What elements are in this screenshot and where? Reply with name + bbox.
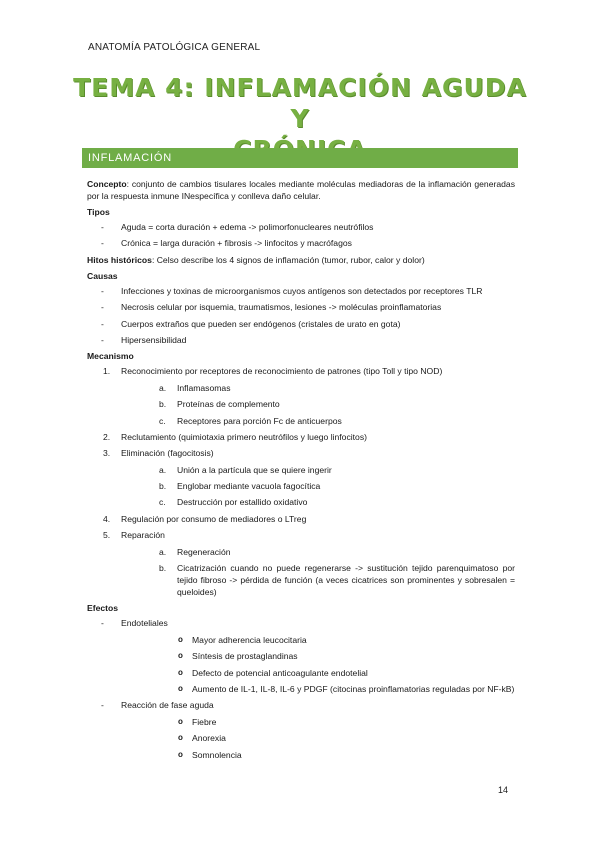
step-text: Regulación por consumo de mediadores o LTreg	[121, 513, 307, 524]
sub-item-text: Regeneración	[177, 546, 231, 557]
mecanismo-step	[87, 529, 515, 598]
bullet-text: Fiebre	[192, 716, 217, 727]
step-number: 3.	[103, 448, 111, 459]
list-item-text: Necrosis celular por isquemia, traumatismos, lesiones -> moléculas proinflamatorias	[121, 302, 442, 313]
bullet-text: Anorexia	[192, 733, 226, 744]
sub-item-text: Englobar mediante vacuola fagocítica	[177, 481, 321, 492]
bullet-list	[121, 716, 515, 761]
list-item	[87, 237, 515, 249]
list-item-text: Cuerpos extraños que pueden ser endógenos (cristales de urato en gota)	[121, 318, 401, 329]
bullet-item	[121, 732, 515, 744]
bullet-item	[121, 749, 515, 761]
sub-marker: b.	[159, 399, 167, 410]
sub-item-text: Receptores para porción Fc de anticuerpos	[177, 415, 342, 426]
sub-marker: a.	[159, 382, 167, 393]
bullet-text: Defecto de potencial anticoagulante endotelial	[192, 667, 368, 678]
mecanismo-step	[87, 365, 515, 426]
sub-item	[121, 464, 515, 476]
page-number: 14	[498, 785, 509, 795]
step-text: Reparación	[121, 530, 165, 541]
step-text: Reconocimiento por receptores de reconocimiento de patrones (tipo Toll y tipo NOD)	[121, 366, 443, 377]
step-number: 5.	[103, 530, 111, 541]
step-number: 2.	[103, 431, 111, 442]
sub-item	[121, 562, 515, 598]
dash-marker: -	[101, 222, 104, 232]
bullet-marker: o	[178, 667, 183, 677]
dash-marker: -	[101, 302, 104, 313]
bullet-text: Somnolencia	[192, 749, 242, 760]
sub-item	[121, 480, 515, 492]
list-item-text: Hipersensibilidad	[121, 334, 187, 345]
sub-marker: b.	[159, 481, 167, 492]
sub-marker: c.	[159, 415, 166, 426]
efectos-group	[87, 699, 515, 760]
efectos-list	[87, 617, 515, 760]
sub-item-text: Unión a la partícula que se quiere ingerir	[177, 464, 332, 475]
list-item-text: Crónica = larga duración + fibrosis -> linfocitos y macrófagos	[121, 238, 352, 249]
concepto-paragraph	[87, 178, 515, 202]
dash-marker: -	[101, 334, 104, 345]
sub-list	[121, 382, 515, 427]
step-number: 4.	[103, 513, 111, 524]
tipos-list	[87, 221, 515, 249]
sub-item-text: Destrucción por estallido oxidativo	[177, 497, 308, 508]
mecanismo-list	[87, 365, 515, 598]
dash-marker: -	[101, 285, 104, 296]
list-item-text: Aguda = corta duración + edema -> polimorfonucleares neutrófilos	[121, 222, 374, 232]
sub-item-text: Proteínas de complemento	[177, 399, 280, 410]
step-text: Eliminación (fagocitosis)	[121, 448, 214, 459]
sub-item	[121, 546, 515, 558]
tipos-heading: Tipos	[87, 207, 110, 217]
bullet-marker: o	[178, 733, 183, 743]
mecanismo-heading: Mecanismo	[87, 351, 134, 362]
list-item	[87, 318, 515, 330]
bullet-item	[121, 667, 515, 679]
list-item	[87, 301, 515, 313]
bullet-list	[121, 634, 515, 695]
list-item	[87, 334, 515, 346]
mecanismo-step	[87, 447, 515, 508]
bullet-marker: o	[178, 651, 183, 661]
hitos-paragraph	[87, 254, 515, 266]
efectos-heading: Efectos	[87, 603, 119, 614]
sub-item	[121, 415, 515, 427]
bullet-marker: o	[178, 716, 183, 726]
bullet-text: Síntesis de prostaglandinas	[192, 651, 298, 662]
dash-marker: -	[101, 618, 104, 629]
group-label: Reacción de fase aguda	[121, 700, 214, 711]
causas-heading: Causas	[87, 270, 118, 281]
bullet-marker: o	[178, 683, 183, 693]
causas-list	[87, 285, 515, 346]
sub-item	[121, 382, 515, 394]
mecanismo-step	[87, 431, 515, 443]
bullet-item	[121, 683, 515, 695]
dash-marker: -	[101, 238, 104, 249]
sub-item	[121, 496, 515, 508]
bullet-item	[121, 634, 515, 646]
bullet-marker: o	[178, 634, 183, 644]
bullet-marker: o	[178, 749, 183, 759]
sub-item-text: Cicatrización cuando no puede regenerarse -> sustitución tejido parenquimatoso por tejido fibroso -> pérdida de función (a veces cicatrices son prominentes y sobresalen = queloides)	[177, 563, 515, 598]
page-title-line-1: TEMA 4: INFLAMACIÓN AGUDA Y	[73, 73, 527, 133]
running-header: ANATOMÍA PATOLÓGICA GENERAL	[88, 42, 261, 53]
concepto-label: Concepto	[87, 179, 127, 189]
bullet-text: Aumento de IL-1, IL-8, IL-6 y PDGF (citocinas proinflamatorias reguladas por NF-kB)	[192, 683, 515, 694]
sub-item	[121, 398, 515, 410]
sub-item-text: Inflamasomas	[177, 382, 231, 393]
dash-marker: -	[101, 700, 104, 711]
step-text: Reclutamiento (quimiotaxia primero neutrófilos y luego linfocitos)	[121, 431, 367, 442]
dash-marker: -	[101, 318, 104, 329]
sub-marker: a.	[159, 464, 167, 475]
sub-marker: c.	[159, 497, 166, 508]
sub-list	[121, 464, 515, 509]
efectos-group	[87, 617, 515, 695]
bullet-text: Mayor adherencia leucocitaria	[192, 634, 307, 645]
sub-marker: b.	[159, 563, 167, 574]
hitos-label: Hitos históricos	[87, 254, 152, 265]
list-item-text: Infecciones y toxinas de microorganismos cuyos antígenos son detectados por receptores TLR	[121, 285, 483, 296]
step-number: 1.	[103, 366, 111, 377]
mecanismo-step	[87, 513, 515, 525]
bullet-item	[121, 716, 515, 728]
concepto-text: : conjunto de cambios tisulares locales mediante moléculas mediadoras de la inflamación generadas por la respuesta inmune INespecífica y conlleva daño celular.	[87, 179, 515, 201]
document-body	[87, 178, 515, 765]
sub-list	[121, 546, 515, 598]
sub-marker: a.	[159, 546, 167, 557]
group-label: Endoteliales	[121, 618, 168, 629]
bullet-item	[121, 650, 515, 662]
list-item	[87, 285, 515, 297]
hitos-text: : Celso describe los 4 signos de inflamación (tumor, rubor, calor y dolor)	[151, 254, 425, 265]
section-heading-bar: INFLAMACIÓN	[82, 148, 518, 168]
list-item	[87, 221, 515, 233]
